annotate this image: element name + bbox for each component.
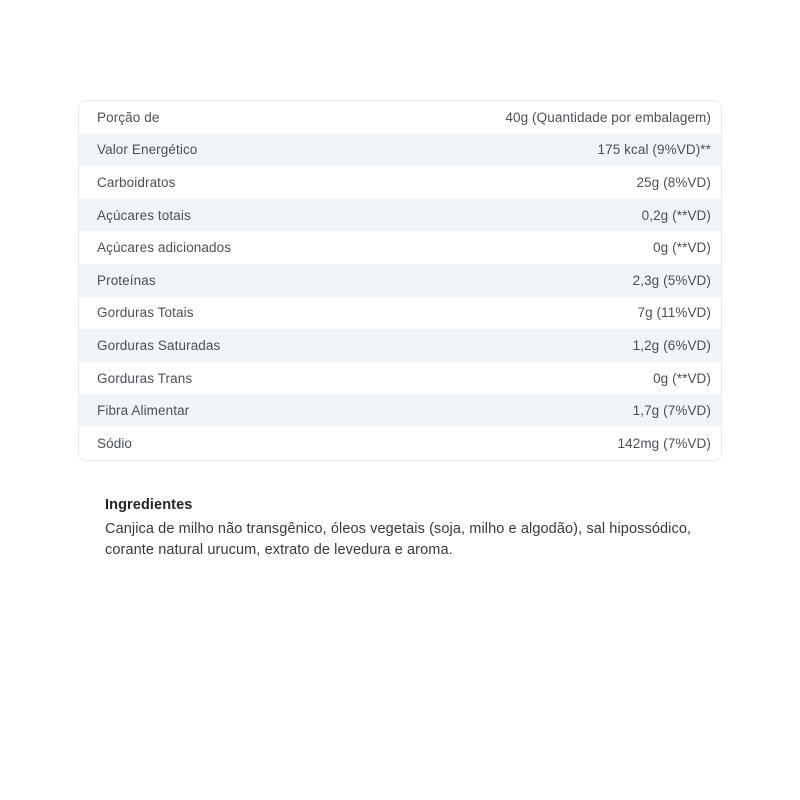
ingredients-text: Canjica de milho não transgênico, óleos vegetais (soja, milho e algodão), sal hipossódico, corante natural urucum, extrato de levedura e aroma. (105, 521, 692, 558)
nutrient-value: 7g (11%VD) (637, 305, 711, 321)
nutrient-label: Açúcares totais (97, 207, 191, 223)
nutrient-label: Valor Energético (97, 142, 198, 158)
nutrient-value: 2,3g (5%VD) (632, 272, 711, 288)
nutrient-label: Porção de (97, 109, 160, 125)
table-row (79, 166, 721, 199)
nutrient-label: Gorduras Totais (97, 305, 194, 321)
nutrient-value: 25g (8%VD) (636, 174, 711, 190)
nutrient-label: Sódio (97, 435, 133, 451)
nutrient-value: 0,2g (**VD) (641, 207, 711, 223)
nutrition-table (78, 100, 722, 461)
table-row (79, 231, 721, 264)
ingredients-title: Ingredientes (105, 497, 193, 513)
nutrient-value: 40g (Quantidade por embalagem) (505, 109, 711, 125)
nutrient-value: 142mg (7%VD) (617, 435, 711, 451)
table-row (79, 427, 721, 460)
nutrient-value: 0g (**VD) (653, 240, 711, 256)
ingredients-section (105, 497, 713, 560)
nutrient-label: Carboidratos (97, 174, 176, 190)
table-row (79, 329, 721, 362)
nutrient-value: 0g (**VD) (653, 370, 711, 386)
nutrient-label: Gorduras Saturadas (97, 337, 221, 353)
table-row (79, 199, 721, 232)
nutrient-value: 1,2g (6%VD) (632, 337, 711, 353)
table-row (79, 394, 721, 427)
nutrient-label: Gorduras Trans (97, 370, 193, 386)
nutrient-label: Açúcares adicionados (97, 240, 232, 256)
table-row (79, 264, 721, 297)
nutrient-value: 175 kcal (9%VD)** (597, 142, 711, 158)
table-row (79, 297, 721, 330)
table-row (79, 362, 721, 395)
table-row (79, 101, 721, 134)
nutrient-label: Fibra Alimentar (97, 403, 190, 419)
table-row (79, 134, 721, 167)
nutrient-value: 1,7g (7%VD) (632, 403, 711, 419)
nutrient-label: Proteínas (97, 272, 156, 288)
